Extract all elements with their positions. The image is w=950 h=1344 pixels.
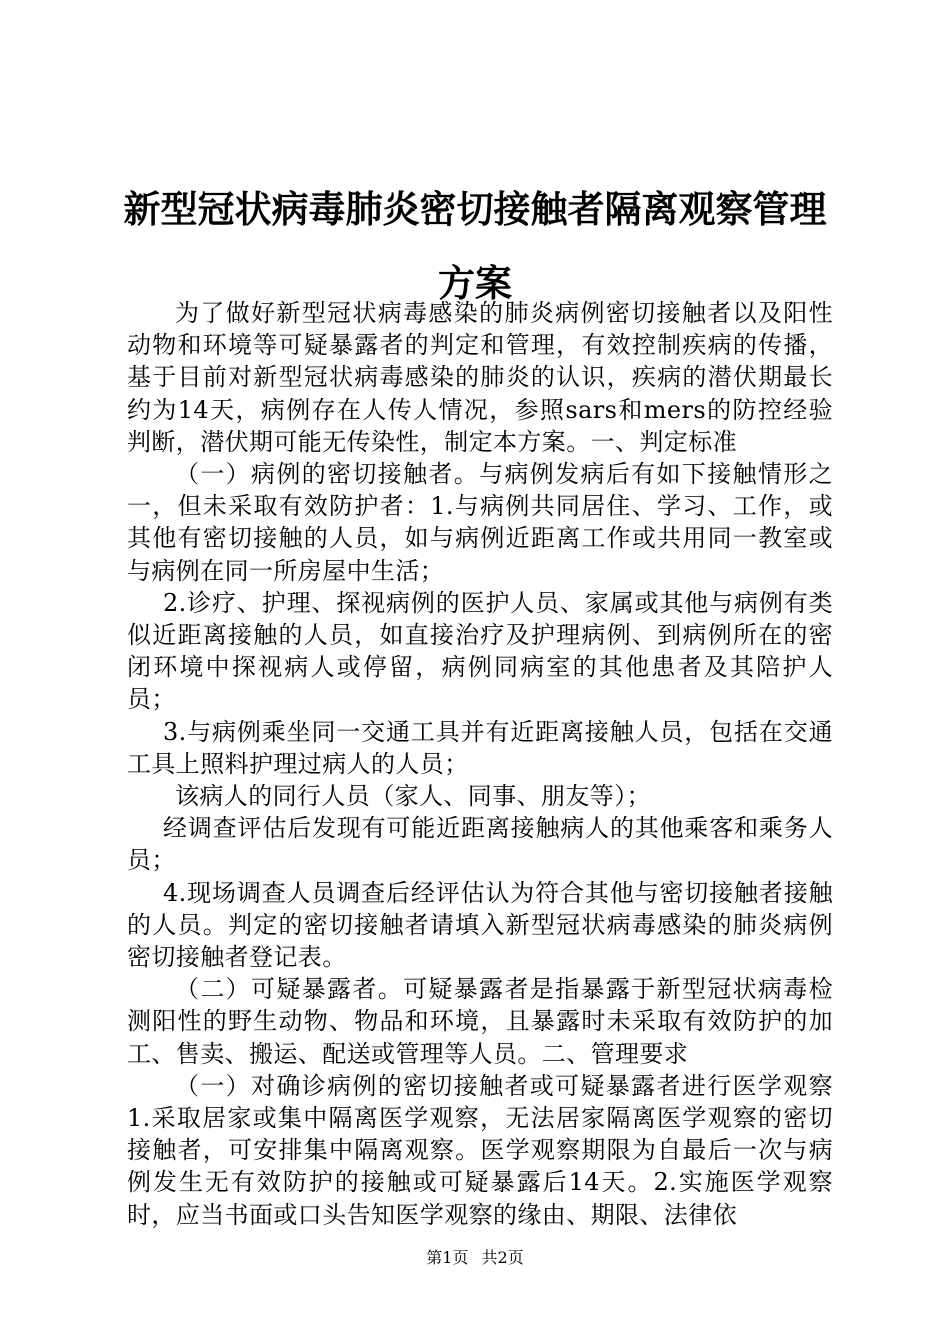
document-title: 新型冠状病毒肺炎密切接触者隔离观察管理方案	[123, 187, 827, 305]
page-number: 第1页	[426, 1248, 469, 1267]
paragraph-medical-staff: 2.诊疗、护理、探视病例的医护人员、家属或其他与病例有类似近距离接触的人员，如直接治疗及护理病例、到病例所在的密闭环境中探视病人或停留，病例同病室的其他患者及其陪护人员；	[127, 588, 833, 714]
paragraph-companions: 该病人的同行人员（家人、同事、朋友等）；	[175, 782, 651, 811]
paragraph-field-investigation: 4.现场调查人员调查后经评估认为符合其他与密切接触者接触的人员。判定的密切接触者请填入新型冠状病毒感染的肺炎病例密切接触者登记表。	[127, 878, 833, 972]
document-body	[127, 297, 833, 1231]
paragraph-close-contacts: （一）病例的密切接触者。与病例发病后有如下接触情形之一，但未采取有效防护者：1.与病例共同居住、学习、工作，或其他有密切接触的人员，如与病例近距离工作或共用同一教室或与病例在同一所房屋中生活；	[127, 460, 833, 585]
page-footer	[0, 1247, 950, 1269]
paragraph-medical-observation: （一）对确诊病例的密切接触者或可疑暴露者进行医学观察1.采取居家或集中隔离医学观察，无法居家隔离医学观察的密切接触者，可安排集中隔离观察。医学观察期限为自最后一次与病例发生无有效防护的接触或可疑暴露后14天。2.实施医学观察时，应当书面或口头告知医学观察的缘由、期限、法律依	[127, 1071, 833, 1229]
page-total: 共2页	[481, 1248, 524, 1267]
paragraph-transport: 3.与病例乘坐同一交通工具并有近距离接触人员，包括在交通工具上照料护理过病人的人员；	[127, 717, 833, 778]
paragraph-intro: 为了做好新型冠状病毒感染的肺炎病例密切接触者以及阳性动物和环境等可疑暴露者的判定和管理，有效控制疾病的传播，基于目前对新型冠状病毒感染的肺炎的认识，疾病的潜伏期最长约为14天，病例存在人传人情况，参照sars和mers的防控经验判断，潜伏期可能无传染性，制定本方案。一、判定标准	[127, 299, 833, 456]
paragraph-suspected-exposure: （二）可疑暴露者。可疑暴露者是指暴露于新型冠状病毒检测阳性的野生动物、物品和环境，且暴露时未采取有效防护的加工、售卖、搬运、配送或管理等人员。二、管理要求	[127, 975, 833, 1068]
paragraph-passengers: 经调查评估后发现有可能近距离接触病人的其他乘客和乘务人员；	[127, 814, 833, 875]
